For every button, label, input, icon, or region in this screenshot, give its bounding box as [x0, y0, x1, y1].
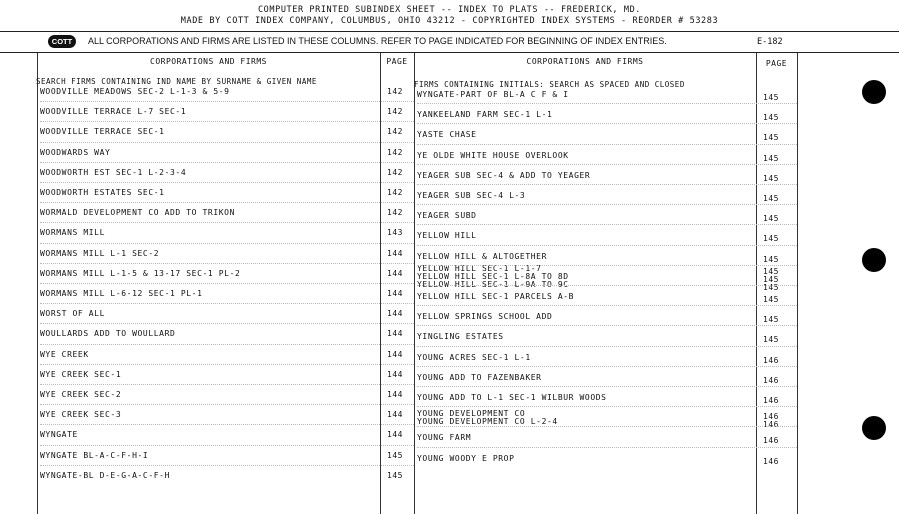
- right-firm-name: WYNGATE-PART OF BL-A C F & I: [417, 90, 569, 99]
- column-rule: [797, 53, 798, 514]
- row-divider: [40, 465, 414, 466]
- left-firm-name: WYE CREEK SEC-2: [40, 390, 122, 399]
- left-firm-name: WORMANS MILL: [40, 228, 105, 237]
- row-divider: [40, 142, 414, 143]
- left-firm-name: WOODVILLE MEADOWS SEC-2 L-1-3 & 5-9: [40, 87, 230, 96]
- right-firm-name: YEAGER SUB SEC-4 & ADD TO YEAGER: [417, 171, 591, 180]
- right-firm-name: YOUNG WOODY E PROP: [417, 454, 515, 463]
- punch-hole: [862, 80, 886, 104]
- left-firm-name: WOODWORTH EST SEC-1 L-2-3-4: [40, 168, 187, 177]
- left-firm-name: WORST OF ALL: [40, 309, 105, 318]
- right-page-number: 146: [763, 356, 779, 365]
- row-divider: [417, 103, 797, 104]
- right-firm-name: YELLOW HILL SEC-1 PARCELS A-B: [417, 292, 575, 301]
- right-firm-name: YOUNG ADD TO L-1 SEC-1 WILBUR WOODS: [417, 393, 607, 402]
- right-firm-name: YE OLDE WHITE HOUSE OVERLOOK: [417, 151, 569, 160]
- left-page-number: 142: [387, 168, 403, 177]
- right-page-number: 146: [763, 396, 779, 405]
- left-firm-name: WOULLARDS ADD TO WOULLARD: [40, 329, 176, 338]
- right-page-number: 145: [763, 283, 779, 292]
- left-page-number: 144: [387, 350, 403, 359]
- punch-hole: [862, 416, 886, 440]
- left-firm-name: WOODVILLE TERRACE SEC-1: [40, 127, 165, 136]
- notice-text: ALL CORPORATIONS AND FIRMS ARE LISTED IN THESE COLUMNS. REFER TO PAGE INDICATED FOR BEGINNING OF INDEX ENTRIES.: [88, 36, 667, 46]
- right-firm-name: YOUNG FARM: [417, 433, 472, 442]
- left-firm-name: WORMANS MILL L-1-5 & 13-17 SEC-1 PL-2: [40, 269, 241, 278]
- right-firm-name: YEAGER SUB SEC-4 L-3: [417, 191, 526, 200]
- left-firm-name: WOODWORTH ESTATES SEC-1: [40, 188, 165, 197]
- row-divider: [417, 447, 797, 448]
- row-divider: [40, 303, 414, 304]
- row-divider: [417, 164, 797, 165]
- row-divider: [40, 344, 414, 345]
- left-page-number: 143: [387, 228, 403, 237]
- row-divider: [40, 364, 414, 365]
- right-page-number: 145: [763, 194, 779, 203]
- column-rule: [414, 53, 415, 514]
- row-divider: [417, 204, 797, 205]
- row-divider: [40, 202, 414, 203]
- row-divider: [417, 386, 797, 387]
- row-divider: [40, 384, 414, 385]
- right-column-instructions: FIRMS CONTAINING INITIALS: SEARCH AS SPACED AND CLOSED: [414, 80, 685, 89]
- row-divider: [417, 426, 797, 427]
- row-divider: [417, 346, 797, 347]
- cott-logo: COTT: [48, 35, 76, 48]
- right-firm-name: YINGLING ESTATES: [417, 332, 504, 341]
- notice-bar: [0, 31, 899, 53]
- row-divider: [40, 162, 414, 163]
- row-divider: [417, 325, 797, 326]
- left-page-number: 144: [387, 289, 403, 298]
- row-divider: [40, 101, 414, 102]
- left-firm-name: WYE CREEK SEC-3: [40, 410, 122, 419]
- right-firm-name: YELLOW HILL & ALTOGETHER: [417, 252, 547, 261]
- right-firm-name: YANKEELAND FARM SEC-1 L-1: [417, 110, 553, 119]
- left-page-number: 144: [387, 309, 403, 318]
- left-firm-name: WORMANS MILL L-6-12 SEC-1 PL-1: [40, 289, 203, 298]
- row-divider: [40, 243, 414, 244]
- right-page-number: 145: [763, 113, 779, 122]
- left-page-number: 144: [387, 329, 403, 338]
- left-page-number: 142: [387, 87, 403, 96]
- row-divider: [417, 366, 797, 367]
- left-page-number: 144: [387, 249, 403, 258]
- right-page-number: 146: [763, 412, 779, 421]
- row-divider: [40, 121, 414, 122]
- right-firm-name: YELLOW HILL SEC-1 L-8A TO 8D: [417, 272, 569, 281]
- right-column-title: CORPORATIONS AND FIRMS: [526, 57, 644, 66]
- sheet-title: COMPUTER PRINTED SUBINDEX SHEET -- INDEX TO PLATS -- FREDERICK, MD.: [257, 5, 642, 15]
- left-firm-name: WYNGATE: [40, 430, 78, 439]
- right-firm-name: YOUNG ADD TO FAZENBAKER: [417, 373, 542, 382]
- left-column-title: CORPORATIONS AND FIRMS: [150, 57, 267, 66]
- right-page-number: 145: [763, 154, 779, 163]
- row-divider: [417, 123, 797, 124]
- left-firm-name: WYE CREEK SEC-1: [40, 370, 122, 379]
- right-firm-name: YOUNG ACRES SEC-1 L-1: [417, 353, 531, 362]
- right-page-number: 145: [763, 335, 779, 344]
- right-page-number: 145: [763, 133, 779, 142]
- left-firm-name: WYNGATE BL-A-C-F-H-I: [40, 451, 149, 460]
- left-page-number: 142: [387, 208, 403, 217]
- right-firm-name: YELLOW HILL SEC-1 L-1-7: [417, 264, 542, 273]
- right-page-number: 146: [763, 376, 779, 385]
- right-page-number: 145: [763, 315, 779, 324]
- row-divider: [417, 285, 797, 286]
- left-page-number: 145: [387, 451, 403, 460]
- right-page-number: 145: [763, 174, 779, 183]
- left-firm-name: WORMALD DEVELOPMENT CO ADD TO TRIKON: [40, 208, 235, 217]
- row-divider: [417, 406, 797, 407]
- left-firm-name: WYE CREEK: [40, 350, 89, 359]
- left-page-number: 142: [387, 107, 403, 116]
- row-divider: [417, 224, 797, 225]
- right-page-number: 145: [763, 93, 779, 102]
- left-page-number: 142: [387, 188, 403, 197]
- row-divider: [40, 222, 414, 223]
- left-page-number: 145: [387, 471, 403, 480]
- right-firm-name: YOUNG DEVELOPMENT CO L-2-4: [417, 417, 558, 426]
- left-page-number: 144: [387, 370, 403, 379]
- right-page-number: 146: [763, 420, 779, 429]
- right-page-number: 146: [763, 436, 779, 445]
- publisher-line: MADE BY COTT INDEX COMPANY, COLUMBUS, OHIO 43212 - COPYRIGHTED INDEX SYSTEMS - REORDER # 53283: [180, 16, 719, 26]
- left-page-number: 144: [387, 390, 403, 399]
- row-divider: [417, 245, 797, 246]
- right-page-number: 145: [763, 234, 779, 243]
- left-firm-name: WOODVILLE TERRACE L-7 SEC-1: [40, 107, 187, 116]
- right-page-number: 145: [763, 295, 779, 304]
- row-divider: [417, 265, 797, 266]
- right-firm-name: YASTE CHASE: [417, 130, 477, 139]
- row-divider: [40, 283, 414, 284]
- left-page-number: 144: [387, 430, 403, 439]
- left-page-number: 144: [387, 410, 403, 419]
- right-firm-name: YELLOW HILL SEC-1 L-9A TO 9C: [417, 280, 569, 289]
- sheet-code: E-182: [757, 37, 783, 47]
- row-divider: [417, 184, 797, 185]
- left-page-number: 142: [387, 148, 403, 157]
- right-page-number: 146: [763, 457, 779, 466]
- column-rule: [37, 53, 38, 514]
- row-divider: [417, 144, 797, 145]
- row-divider: [417, 305, 797, 306]
- right-page-number: 145: [763, 214, 779, 223]
- right-firm-name: YELLOW HILL: [417, 231, 477, 240]
- right-firm-name: YELLOW SPRINGS SCHOOL ADD: [417, 312, 553, 321]
- left-firm-name: WORMANS MILL L-1 SEC-2: [40, 249, 160, 258]
- punch-hole: [862, 248, 886, 272]
- row-divider: [40, 445, 414, 446]
- left-page-number: 144: [387, 269, 403, 278]
- row-divider: [40, 263, 414, 264]
- row-divider: [40, 323, 414, 324]
- left-firm-name: WOODWARDS WAY: [40, 148, 111, 157]
- left-page-header: PAGE: [386, 57, 408, 66]
- right-page-number: 145: [763, 255, 779, 264]
- right-firm-name: YEAGER SUBD: [417, 211, 477, 220]
- left-column-instructions: SEARCH FIRMS CONTAINING IND NAME BY SURNAME & GIVEN NAME: [36, 77, 317, 86]
- right-page-number: 145: [763, 267, 779, 276]
- row-divider: [40, 182, 414, 183]
- right-page-header: PAGE: [765, 59, 788, 68]
- right-page-number: 145: [763, 275, 779, 284]
- row-divider: [40, 404, 414, 405]
- row-divider: [40, 424, 414, 425]
- left-firm-name: WYNGATE-BL D-E-G-A-C-F-H: [40, 471, 170, 480]
- right-firm-name: YOUNG DEVELOPMENT CO: [417, 409, 526, 418]
- left-page-number: 142: [387, 127, 403, 136]
